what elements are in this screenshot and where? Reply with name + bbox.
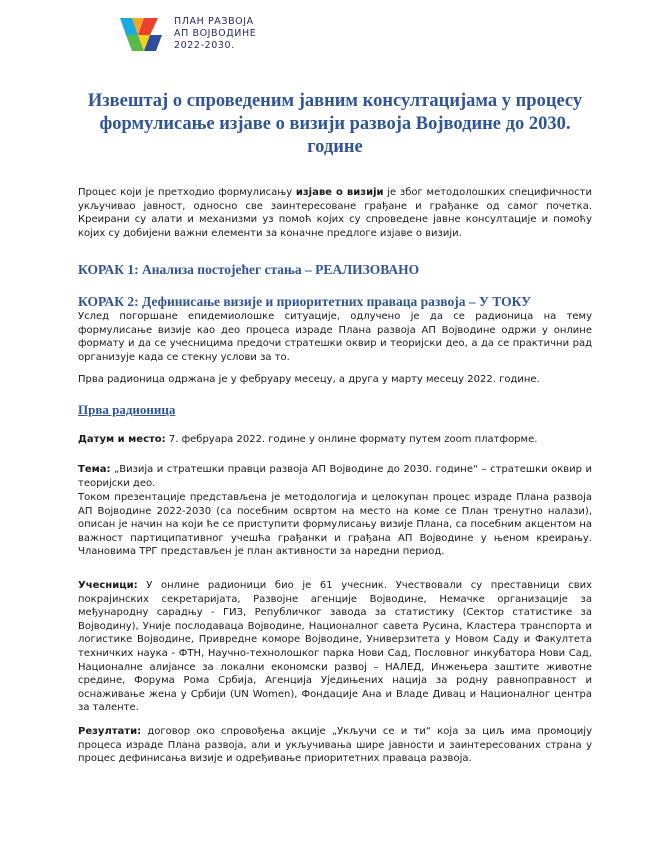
workshop-participants: [78, 579, 592, 715]
korak-2-paragraph-1: Услед погоршане епидемиолошке ситуације, одлучено је да се радионица на тему формулисање визије као део процеса израде Плана развоја АП Војводине одржи у онлине формату и да се учесницима предочи стратешки оквир и теоријски део, а да се практични рад организује када се стекну услови за то.: [78, 311, 592, 363]
intro-bold: изјаве о визији: [295, 187, 384, 198]
logo-line-2: АП ВОЈВОДИНЕ: [174, 28, 257, 39]
page-title: Извештај о спроведеним јавним консултацијама у процесу формулисање изјаве о визији развоја Војводине до 2030. године: [87, 91, 583, 157]
theme-text: „Визија и стратешки правци развоја АП Војводине до 2030. године“ – стратешки оквир и теоријски део.: [78, 464, 592, 489]
results-text: договор око спровођења акције „Укључи се и ти“ која за циљ има промоцију процеса израде Плана развоја, али и укључивања шире јавности и заинтересованих страна у процес дефинисања визије и одређивање приоритетних праваца развоја.: [78, 726, 592, 765]
workshop-heading: Прва радионица: [78, 402, 176, 417]
logo-line-1: ПЛАН РАЗВОЈА: [174, 16, 254, 27]
logo-line-3: 2022-2030.: [174, 40, 235, 51]
korak-2-heading: КОРАК 2: Дефинисање визије и приоритетних праваца развоја – У ТОКУ: [78, 294, 532, 309]
workshop-theme: [78, 463, 592, 490]
intro-after: је због методолошких специфичности укључивао јавност, односно све заинтересоване грађане и грађанке од самог почетка. Креирани су алати и механизми уз помоћ којих су спроведене јавне консултације и помоћу којих су добијени важни елементи за коначне предлоге изјаве о визији.: [78, 187, 592, 239]
theme-label: Тема:: [78, 464, 111, 475]
logo-mark-icon: [118, 15, 168, 53]
plan-logo: [118, 15, 257, 53]
korak-1-heading: КОРАК 1: Анализа постојећег стања – РЕАЛИЗОВАНО: [78, 262, 420, 277]
participants-label: Учесници:: [78, 580, 138, 591]
participants-text: У онлине радионици био је 61 учесник. Учествовали су преставници свих покрајинских секретаријата, Развојне агенције Војводине, Немачке организације за међународну сарадњу - ГИЗ, Републичког завода за статистику (Сектор статистике за Војводину), Уније послодаваца Војводине, Националног савета Русина, Кластера транспорта и логистике Војводине, Привредне коморе Војводине, Универзитета у Новом Саду и Факултета техничких наука - ФТН, Научно-технолошког парка Нови Сад, Пословног инкубатора Нови Сад, Националне алијансе за локални економски развој – НАЛЕД, Инжењера заштите животне средине, Форума Рома Србија, Агенција Уједињених нација за родну равноправност и оснаживање жена у Србији (UN Women), Фондације Ана и Владе Дивац и Националног центра за таленте.: [78, 580, 592, 714]
intro-paragraph: [78, 186, 592, 240]
workshop-date: [78, 433, 592, 447]
logo-text: [174, 16, 256, 52]
workshop-results: [78, 725, 592, 766]
workshop-theme-paragraph-2: Током презентације представљена је методологија и целокупан процес израде Плана развоја АП Војводине 2022-2030 (са посебним освртом на место на коме се План тренутно налази), описан је начин на који ће се приступити формулисању визије Плана, са посебним акцентом на важност партиципативног учешћа грађанки и грађана АП Војводине у њеном креирању. Члановима ТРГ представљен је план активности за наредни период.: [78, 492, 592, 558]
intro-before: Процес који је претходио формулисању: [78, 187, 296, 198]
results-label: Резултати:: [78, 726, 142, 737]
korak-2-paragraph-2: Прва радионица одржана је у фебруару месецу, а друга у марту месецу 2022. године.: [78, 374, 540, 385]
date-text: 7. фебруара 2022. године у онлине формату путем zoom платформе.: [165, 434, 538, 445]
date-label: Датум и место:: [78, 434, 166, 445]
